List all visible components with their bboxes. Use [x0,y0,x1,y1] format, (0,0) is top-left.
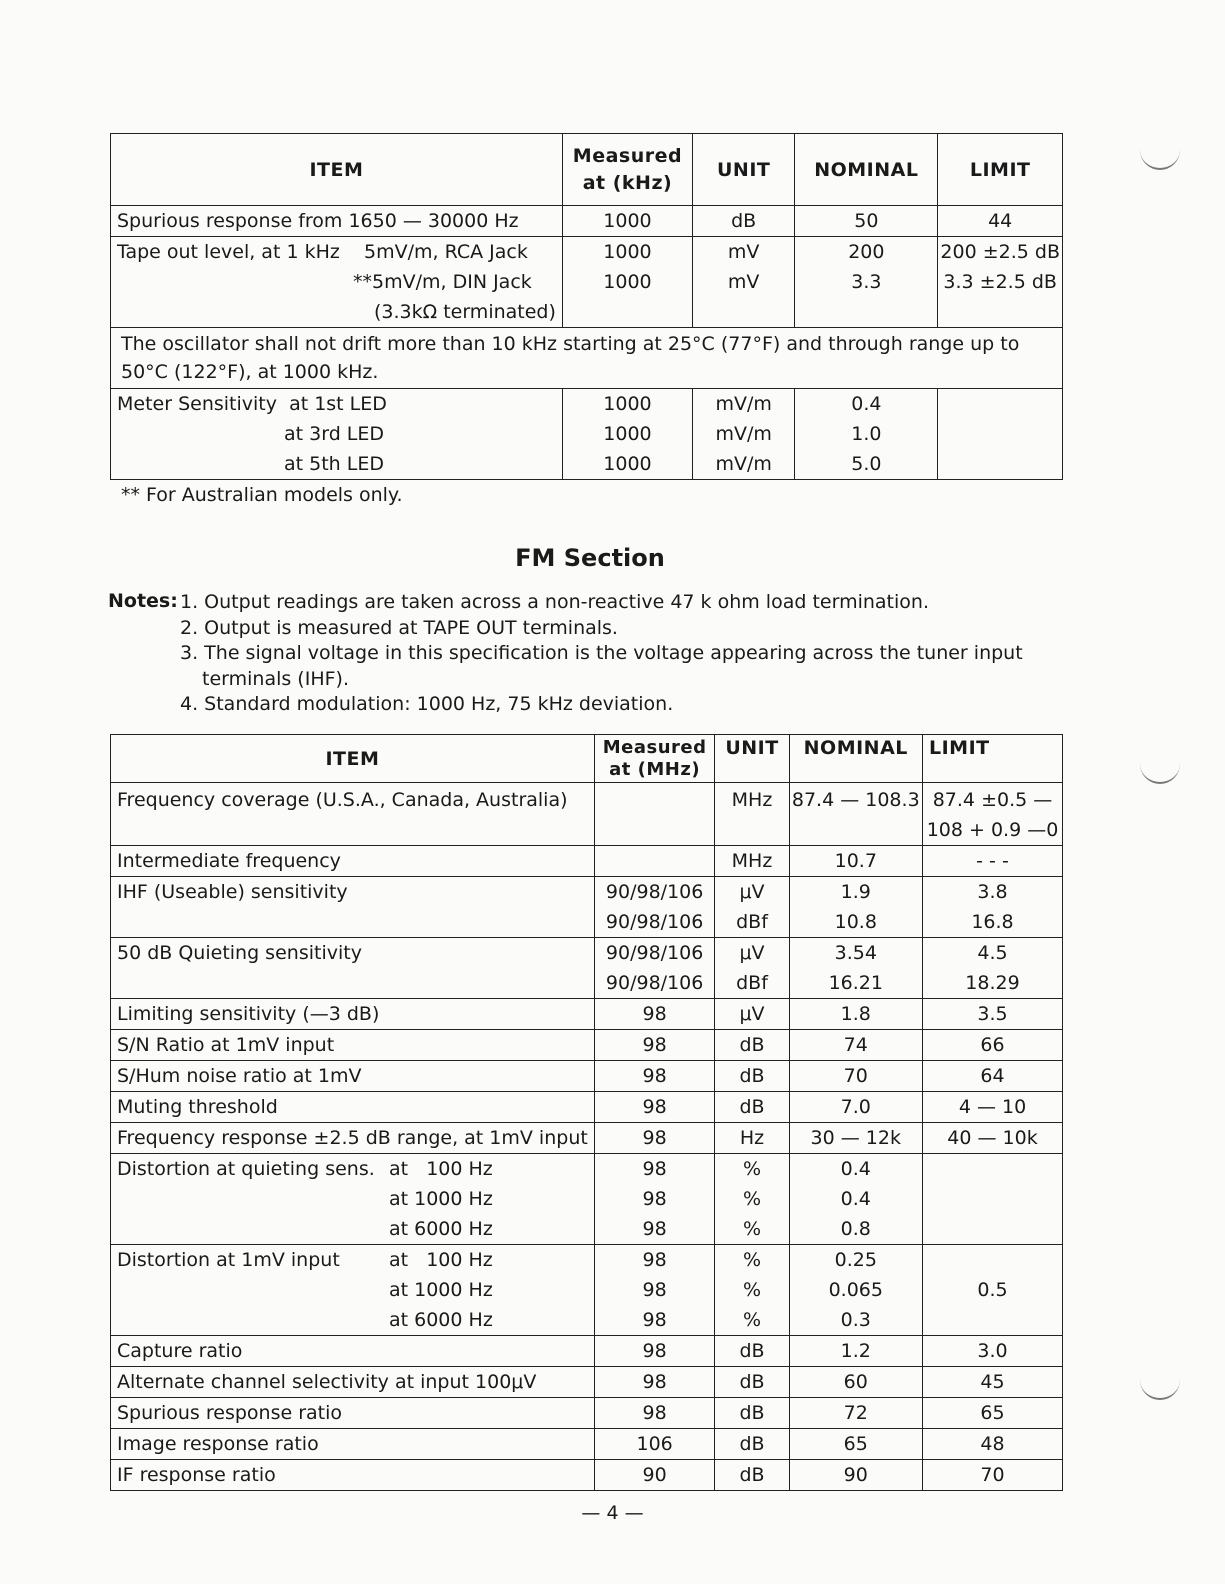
cell-measured: 1000 [603,393,652,415]
table-row [111,1092,1063,1123]
cell-item: Spurious response from 1650 — 30000 Hz [117,210,519,232]
cell-limit: 3.3 ±2.5 dB [943,271,1057,293]
cell-item: Distortion at 1mV input [117,1249,340,1271]
cell-measured: 1000 [603,210,652,232]
footnote: ** For Australian models only. [121,484,403,506]
table-row [111,1123,1063,1154]
cell-limit: 45 [980,1371,1005,1393]
table-row [111,1460,1063,1491]
cell-limit [922,1154,1062,1245]
cell-measured: 90/98/106 [605,942,704,964]
cell-measured: 1000 [603,453,652,475]
table-row [111,877,1063,938]
cell-measured: 98 [642,1309,667,1331]
cell-limit: 70 [980,1464,1005,1486]
cell-unit: dB [739,1402,765,1424]
table-row [111,206,1063,237]
binder-hole-mark [1140,148,1180,170]
cell-nominal: 70 [843,1065,868,1087]
cell-item: Distortion at quieting sens. [117,1158,375,1180]
cell-unit: % [742,1158,762,1180]
table-row [111,938,1063,999]
cell-limit: 4 — 10 [958,1096,1027,1118]
cell-measured: 98 [642,1249,667,1271]
cell-measured: 1000 [603,423,652,445]
cell-unit: dBf [736,972,768,994]
am-spec-table [110,133,1063,480]
cell-item: Alternate channel selectivity at input 100μV [117,1371,537,1393]
cell-item-sub: at 5th LED [284,453,384,475]
cell-nominal: 0.25 [834,1249,877,1271]
cell-nominal: 3.3 [851,271,882,293]
cell-measured: 98 [642,1003,667,1025]
cell-nominal: 1.0 [851,423,882,445]
cell-measured: 90 [642,1464,667,1486]
table-row [111,328,1063,389]
cell-item: Frequency response ±2.5 dB range, at 1mV input [117,1127,588,1149]
table-row [111,1154,1063,1245]
cell-limit: 3.5 [977,1003,1008,1025]
cell-unit: dBf [736,911,768,933]
cell-nominal: 74 [843,1034,868,1056]
cell-unit: % [742,1249,762,1271]
binder-hole-mark [1140,1378,1180,1400]
cell-item: Intermediate frequency [117,850,341,872]
notes-list [180,590,1060,718]
cell-unit: μV [739,1003,765,1025]
cell-unit: % [742,1279,762,1301]
cell-nominal: 10.7 [834,850,877,872]
cell-measured: 98 [642,1279,667,1301]
cell-limit: 16.8 [971,911,1014,933]
cell-unit: dB [739,1034,765,1056]
page-number: — 4 — [581,1502,644,1524]
header-limit: LIMIT [922,735,1062,783]
cell-measured: 98 [642,1340,667,1362]
cell-nominal: 16.21 [828,972,883,994]
binder-hole-mark [1140,762,1180,784]
cell-measured: 1000 [603,271,652,293]
cell-item-sub: **5mV/m, DIN Jack [353,271,532,293]
cell-item-sub: at 3rd LED [284,423,385,445]
header-nominal: NOMINAL [789,735,922,783]
section-title: FM Section [515,544,665,572]
cell-item-sub: at 1000 Hz [389,1188,493,1210]
table-row [111,1245,1063,1336]
header-unit: UNIT [693,134,795,206]
table-row [111,1336,1063,1367]
cell-nominal: 1.8 [840,1003,871,1025]
cell-measured: 90/98/106 [605,911,704,933]
cell-unit: dB [739,1464,765,1486]
cell-nominal: 5.0 [851,453,882,475]
cell-measured: 98 [642,1065,667,1087]
header-measured: Measured at (MHz) [594,735,715,783]
cell-item-sub: (3.3kΩ terminated) [374,301,556,323]
cell-measured: 90/98/106 [605,972,704,994]
cell-item-sub: at 1000 Hz [389,1279,493,1301]
cell-item: Tape out level, at 1 kHz 5mV/m, RCA Jack [117,241,528,263]
cell-measured: 106 [636,1433,673,1455]
cell-item: IHF (Useable) sensitivity [117,881,348,903]
cell-item-sub: at 100 Hz [389,1249,493,1271]
cell-limit: 48 [980,1433,1005,1455]
cell-nominal: 0.065 [828,1279,883,1301]
cell-nominal: 0.3 [840,1309,871,1331]
table-row [111,1367,1063,1398]
table-row [111,1061,1063,1092]
cell-item: S/Hum noise ratio at 1mV [117,1065,362,1087]
cell-unit: dB [739,1433,765,1455]
cell-nominal: 90 [843,1464,868,1486]
cell-item: Spurious response ratio [117,1402,343,1424]
cell-nominal: 0.4 [840,1158,871,1180]
header-item: ITEM [111,735,595,783]
cell-unit: dB [731,210,757,232]
cell-unit: dB [739,1065,765,1087]
note-item: 4. Standard modulation: 1000 Hz, 75 kHz deviation. [180,693,674,715]
cell-limit [938,389,1063,480]
cell-item-sub: at 100 Hz [389,1158,493,1180]
table-row [111,237,1063,328]
cell-item: Capture ratio [117,1340,243,1362]
table-row [111,846,1063,877]
cell-unit: μV [739,881,765,903]
cell-unit: mV [727,271,760,293]
header-limit: LIMIT [938,134,1063,206]
cell-limit: - - - [976,850,1009,872]
cell-limit: 64 [980,1065,1005,1087]
table-row [111,389,1063,480]
cell-limit: 108 + 0.9 —0 [926,819,1059,841]
cell-limit: 40 — 10k [947,1127,1038,1149]
cell-nominal: 200 [848,241,885,263]
fm-spec-table [110,734,1063,1491]
cell-limit: 66 [980,1034,1005,1056]
table-row [111,1429,1063,1460]
cell-unit: dB [739,1340,765,1362]
cell-nominal: 65 [843,1433,868,1455]
cell-limit: 200 ±2.5 dB [940,241,1060,263]
oscillator-note: The oscillator shall not drift more than 10 kHz starting at 25°C (77°F) and through range up to 50°C (122°F), at 1000 kHz. [111,328,1063,389]
cell-unit: μV [739,942,765,964]
cell-measured: 98 [642,1218,667,1240]
note-item: 3. The signal voltage in this specification is the voltage appearing across the tuner input terminals (IHF). [180,642,1023,690]
cell-item: Muting threshold [117,1096,278,1118]
cell-nominal: 72 [843,1402,868,1424]
cell-measured: 98 [642,1096,667,1118]
cell-nominal: 50 [854,210,879,232]
cell-item-sub: at 6000 Hz [389,1309,493,1331]
cell-limit: 0.5 [977,1279,1008,1301]
cell-item: Limiting sensitivity (—3 dB) [117,1003,380,1025]
cell-item: S/N Ratio at 1mV input [117,1034,335,1056]
table-header-row [111,134,1063,206]
note-item: 1. Output readings are taken across a non-reactive 47 k ohm load termination. [180,591,929,613]
cell-unit: MHz [731,789,773,811]
cell-item: Image response ratio [117,1433,319,1455]
cell-measured: 98 [642,1034,667,1056]
cell-item: Meter Sensitivity at 1st LED [117,393,387,415]
cell-measured [601,846,709,876]
cell-limit: 65 [980,1402,1005,1424]
cell-measured: 98 [642,1158,667,1180]
table-row [111,1398,1063,1429]
cell-item-sub: at 6000 Hz [389,1218,493,1240]
header-item: ITEM [111,134,563,206]
cell-nominal: 1.9 [840,881,871,903]
cell-limit: 3.0 [977,1340,1008,1362]
cell-measured: 1000 [603,241,652,263]
notes-label: Notes: [108,590,178,612]
cell-measured [601,785,709,815]
cell-unit: mV/m [715,423,772,445]
cell-limit: 87.4 ±0.5 — [932,789,1053,811]
cell-measured: 98 [642,1402,667,1424]
cell-item: 50 dB Quieting sensitivity [117,942,362,964]
cell-nominal: 7.0 [840,1096,871,1118]
cell-measured: 90/98/106 [605,881,704,903]
cell-unit: Hz [739,1127,765,1149]
cell-limit: 3.8 [977,881,1008,903]
cell-measured: 98 [642,1127,667,1149]
cell-unit: % [742,1309,762,1331]
cell-unit: mV/m [715,453,772,475]
table-header-row [111,735,1063,783]
cell-nominal: 1.2 [840,1340,871,1362]
header-nominal: NOMINAL [795,134,938,206]
header-measured: Measured at (kHz) [562,134,692,206]
cell-measured: 98 [642,1188,667,1210]
cell-unit: % [742,1218,762,1240]
cell-nominal: 0.4 [840,1188,871,1210]
cell-nominal: 0.8 [840,1218,871,1240]
cell-nominal: 30 — 12k [810,1127,901,1149]
cell-item: Frequency coverage (U.S.A., Canada, Australia) [117,789,568,811]
header-unit: UNIT [715,735,789,783]
cell-nominal: 0.4 [851,393,882,415]
cell-unit: % [742,1188,762,1210]
table-row [111,999,1063,1030]
cell-limit: 4.5 [977,942,1008,964]
cell-nominal: 60 [843,1371,868,1393]
cell-unit: dB [739,1096,765,1118]
note-item: 2. Output is measured at TAPE OUT terminals. [180,616,618,639]
table-row [111,783,1063,846]
cell-limit: 18.29 [965,972,1020,994]
cell-measured: 98 [642,1371,667,1393]
cell-item: IF response ratio [117,1464,276,1486]
cell-limit: 44 [988,210,1013,232]
cell-unit: mV [727,241,760,263]
cell-unit: mV/m [715,393,772,415]
table-row [111,1030,1063,1061]
cell-nominal: 3.54 [834,942,877,964]
cell-nominal: 10.8 [834,911,877,933]
cell-unit: MHz [731,850,773,872]
cell-unit: dB [739,1371,765,1393]
cell-nominal: 87.4 — 108.3 [791,789,920,811]
